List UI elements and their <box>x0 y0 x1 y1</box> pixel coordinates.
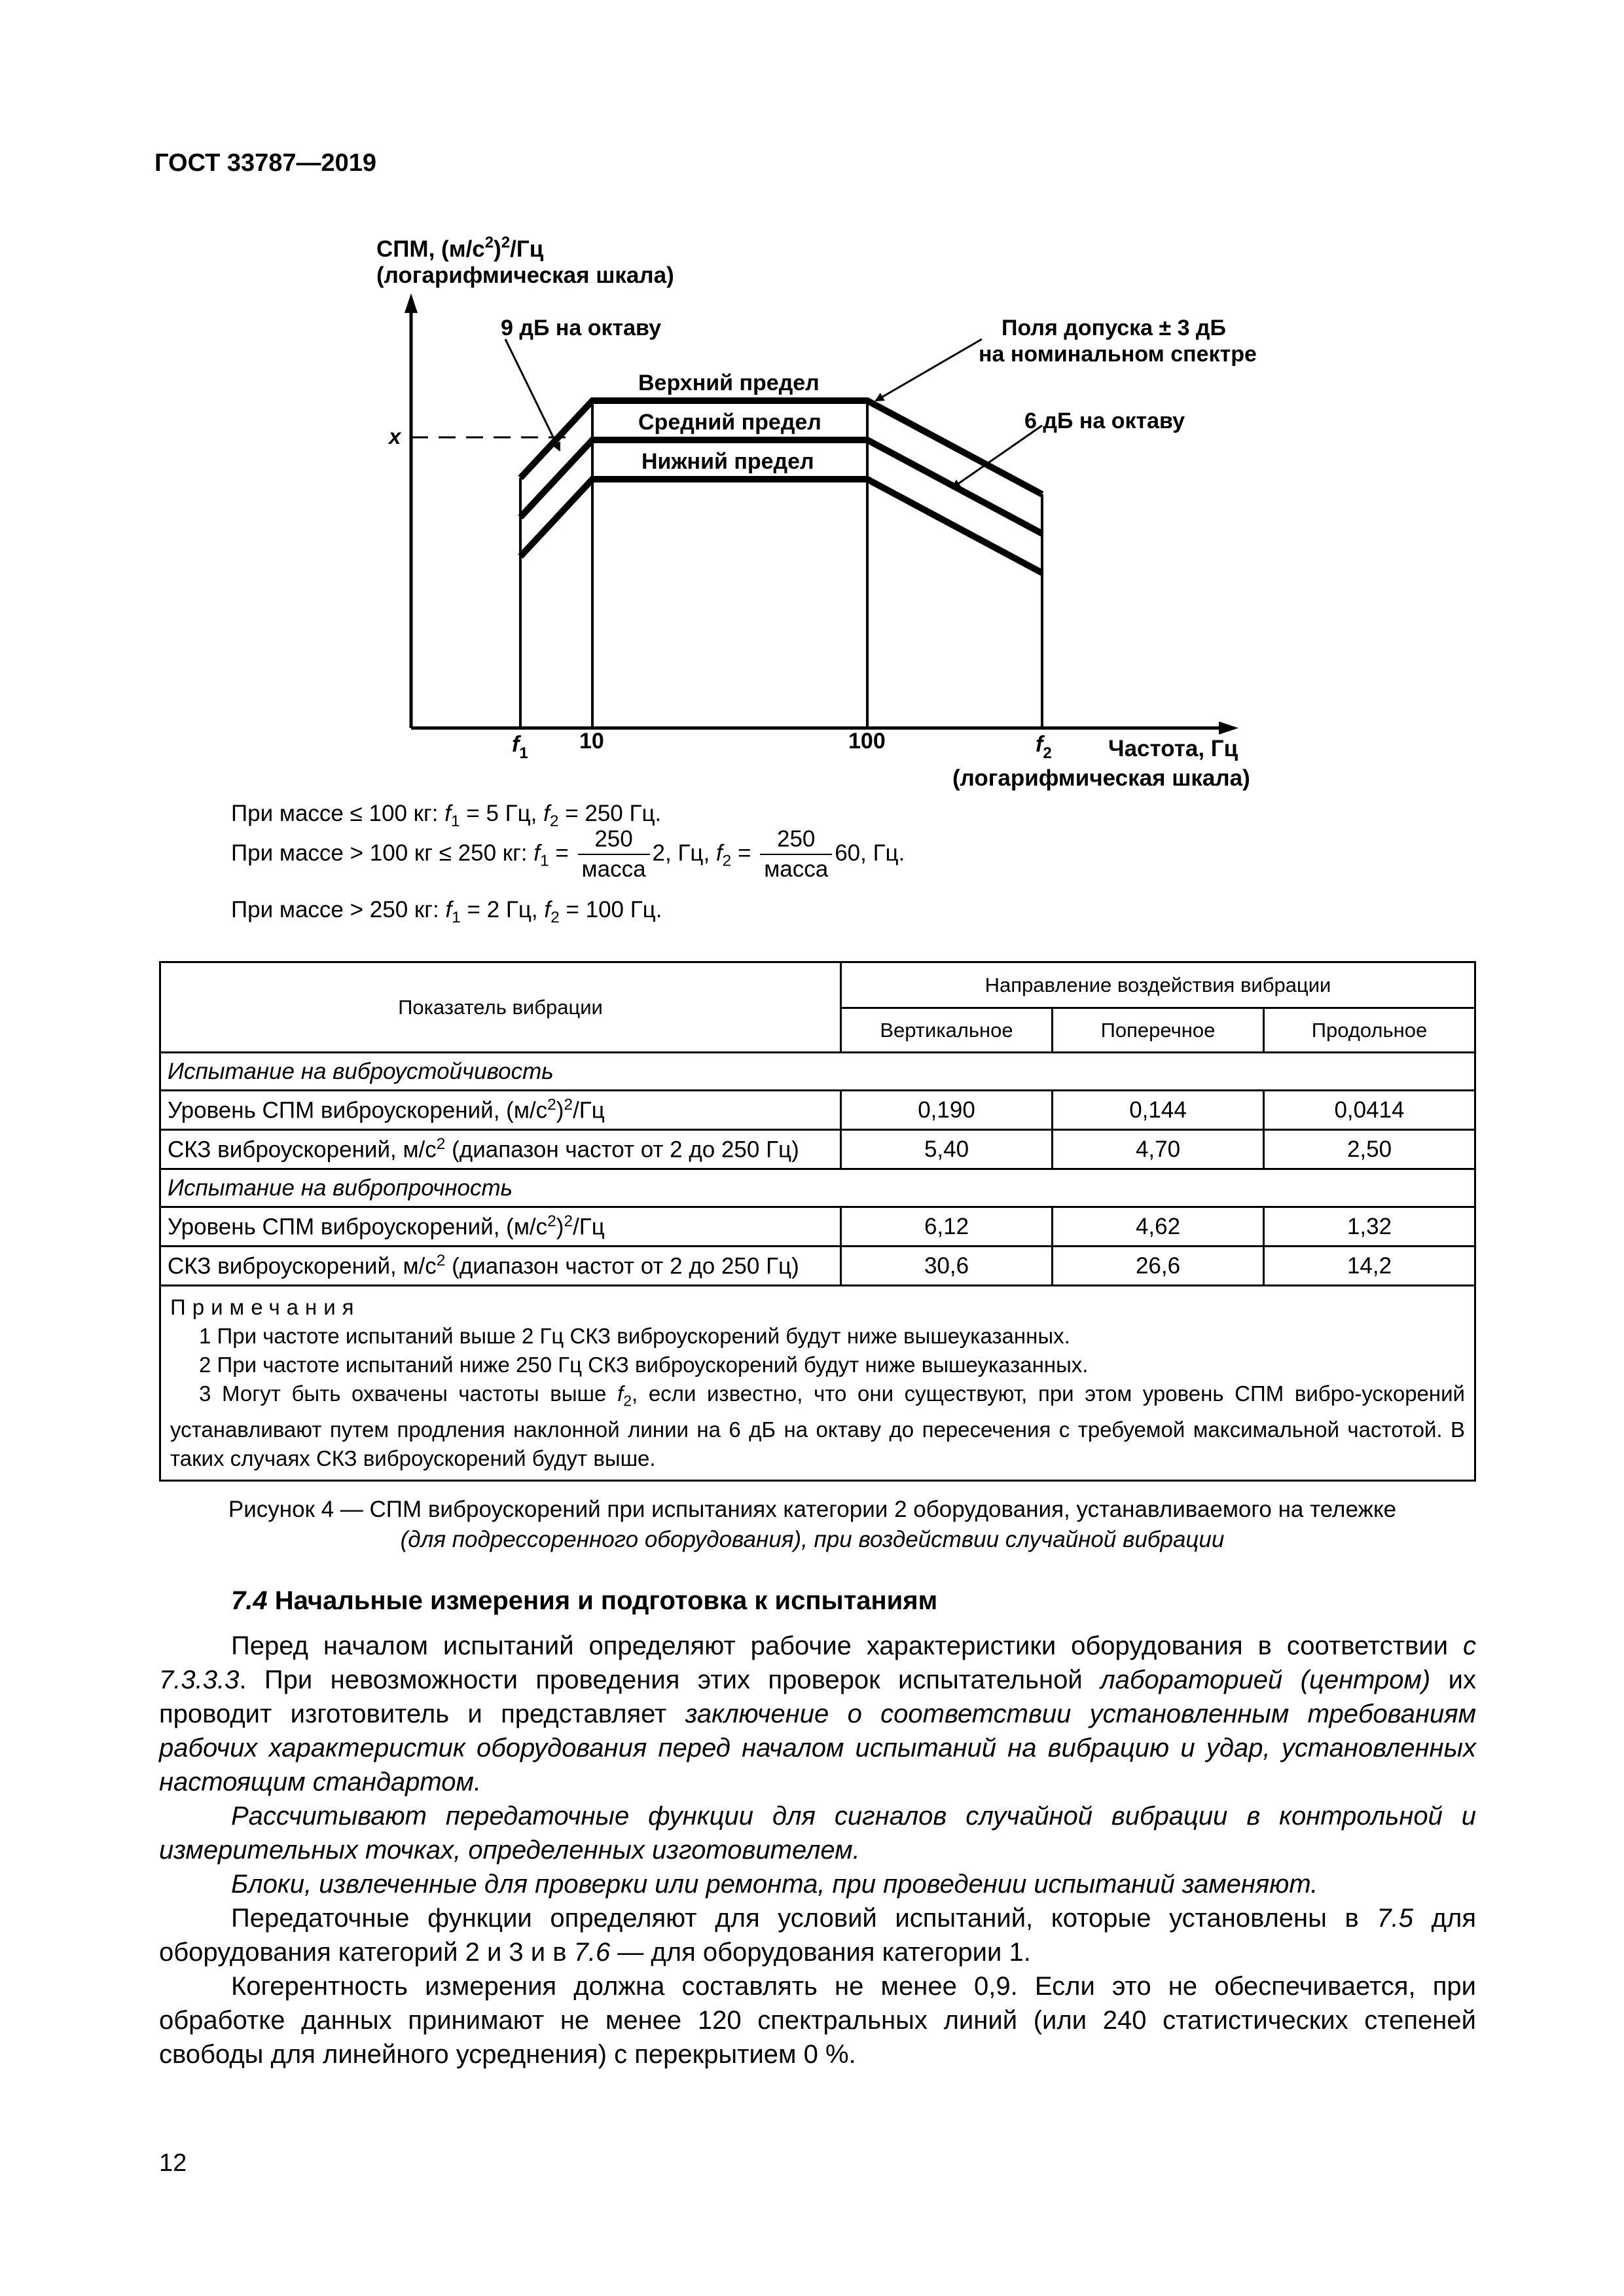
paragraph-3: Блоки, извлеченные для проверки или ремонта, при проведении испытаний заменяют. <box>231 1870 1318 1899</box>
annotation-9db: 9 дБ на октаву <box>501 316 662 340</box>
fraction-2: $\frac{250}{\text{масса}}$ <box>760 826 832 883</box>
table-notes <box>160 1286 1475 1481</box>
paragraph-2: Рассчитывают передаточные функции для сигналов случайной вибрации в контрольной и измерительных точках, определенных изготовителем. <box>159 1802 1476 1865</box>
condition-line-2: При массе > 100 кг ≤ 250 кг: $f_1$ = $\frac{250}{\text{масса}}$ 2, Гц, $f_2$ = $\frac{250}{\text{масса}}$ 60, Гц. <box>231 826 905 882</box>
header-direction: Направление воздействия вибрации <box>841 962 1475 1008</box>
label-lower-limit: Нижний предел <box>641 449 814 474</box>
row-label-rms: СКЗ виброускорений, $м/с^2$ (диапазон частот от 2 до 250 Гц) <box>160 1130 841 1169</box>
table-row <box>160 1130 1475 1169</box>
cell-value: 2,50 <box>1264 1130 1475 1169</box>
cell-value: 0,190 <box>841 1091 1053 1130</box>
cell-value: 0,0414 <box>1264 1091 1475 1130</box>
note-3: 3 Могут быть охвачены частоты выше $f_2$, если известно, что они существуют, при этом уровень СПМ вибро-ускорений устанавливают путем продления наклонной линии на 6 дБ на октаву до пересечения с требуемой максимальной частотой. В таких случаях СКЗ виброускорений будут выше. <box>170 1381 1465 1470</box>
annotation-6db: 6 дБ на октаву <box>1024 409 1185 433</box>
x-level-mark: x <box>389 424 401 448</box>
paragraph-4: Передаточные функции определяют для условий испытаний, которые установлены в 7.5 для оборудования категорий 2 и 3 и в 7.6 — для оборудования категории 1. <box>159 1904 1476 1967</box>
fraction-1: $\frac{250}{\text{масса}}$ <box>578 826 650 883</box>
cell-value: 26,6 <box>1053 1247 1264 1286</box>
y-axis-label: СПМ, $(м/с^2)^2/Гц$ <box>376 234 544 262</box>
tick-f1: $f_1$ <box>512 732 528 762</box>
label-middle-limit: Средний предел <box>638 410 821 435</box>
leader-tolerance <box>876 339 982 401</box>
cell-value: 5,40 <box>841 1130 1053 1169</box>
header-transverse: Поперечное <box>1053 1008 1264 1053</box>
leader-9db <box>505 339 560 450</box>
document-header: ГОСТ 33787—2019 <box>154 149 377 177</box>
header-vertical: Вертикальное <box>841 1008 1053 1053</box>
row-label-psd: Уровень СПМ виброускорений, $(м/с^2)^2/Гц$ <box>160 1091 841 1130</box>
note-2: 2 При частоте испытаний ниже 250 Гц СКЗ виброускорений будут ниже вышеуказанных. <box>199 1353 1089 1377</box>
tick-100: 100 <box>848 729 886 754</box>
psd-diagram <box>0 0 1624 851</box>
figure-caption <box>154 1495 1470 1555</box>
tick-f2: $f_2$ <box>1036 732 1052 762</box>
note-1: 1 При частоте испытаний выше 2 Гц СКЗ виброускорений будут ниже вышеуказанных. <box>199 1324 1070 1348</box>
cell-value: 0,144 <box>1053 1091 1264 1130</box>
tick-10: 10 <box>579 729 604 754</box>
section-row-stability: Испытание на виброустойчивость <box>160 1053 1475 1091</box>
cell-value: 6,12 <box>841 1207 1053 1247</box>
label-upper-limit: Верхний предел <box>638 371 820 395</box>
x-axis-arrow-icon <box>1219 721 1238 735</box>
cell-value: 30,6 <box>841 1247 1053 1286</box>
cell-value: 14,2 <box>1264 1247 1475 1286</box>
table-row <box>160 1207 1475 1247</box>
page-number: 12 <box>159 2149 187 2177</box>
condition-line-3: При массе > 250 кг: $f_1 = 2$ Гц, $f_2 = 100$ Гц. <box>231 897 662 926</box>
y-axis-scale-label: (логарифмическая шкала) <box>376 263 674 288</box>
table-row <box>160 1247 1475 1286</box>
body-text <box>159 1629 1476 2071</box>
header-indicator: Показатель вибрации <box>160 962 841 1053</box>
caption-line-2: (для подрессоренного оборудования), при воздействии случайной вибрации <box>400 1527 1225 1552</box>
cell-value: 4,70 <box>1053 1130 1264 1169</box>
annotation-tolerance-2: на номинальном спектре <box>979 342 1257 367</box>
x-axis-label: Частота, Гц <box>1108 736 1238 761</box>
section-row-strength: Испытание на вибропрочность <box>160 1169 1475 1207</box>
y-axis-arrow-icon <box>405 293 418 313</box>
paragraph-1: Перед началом испытаний определяют рабочие характеристики оборудования в соответствии с 7.3.3.3. При невозможности проведения этих проверок испытательной лабораторией (центром) их проводит изготовитель и представляет заключение о соответствии установленным требованиям рабочих характеристик оборудования перед началом испытаний на вибрацию и удар, установленных настоящим стандартом. <box>159 1631 1476 1796</box>
condition-line-1: При массе ≤ 100 кг: $f_1 = 5$ Гц, $f_2 = 250$ Гц. <box>231 801 662 830</box>
cell-value: 1,32 <box>1264 1207 1475 1247</box>
notes-title: Примечания <box>170 1295 361 1319</box>
cell-value: 4,62 <box>1053 1207 1264 1247</box>
caption-line-1: Рисунок 4 — СПМ виброускорений при испытаниях категории 2 оборудования, устанавливаемого на тележке <box>228 1497 1397 1522</box>
paragraph-5: Когерентность измерения должна составлять не менее 0,9. Если это не обеспечивается, при обработке данных принимают не менее 120 спектральных линий (или 240 статистических степеней свободы для линейного усреднения) с перекрытием 0 %. <box>159 1972 1476 2069</box>
vibration-table <box>159 961 1476 1482</box>
header-longitudinal: Продольное <box>1264 1008 1475 1053</box>
x-axis-scale-label: (логарифмическая шкала) <box>952 765 1250 791</box>
row-label-psd: Уровень СПМ виброускорений, $(м/с^2)^2/Гц$ <box>160 1207 841 1247</box>
annotation-tolerance-1: Поля допуска ± 3 дБ <box>1001 316 1226 340</box>
table-row <box>160 1091 1475 1130</box>
section-heading: 7.4 Начальные измерения и подготовка к испытаниям <box>231 1586 938 1615</box>
row-label-rms: СКЗ виброускорений, $м/с^2$ (диапазон частот от 2 до 250 Гц) <box>160 1247 841 1286</box>
